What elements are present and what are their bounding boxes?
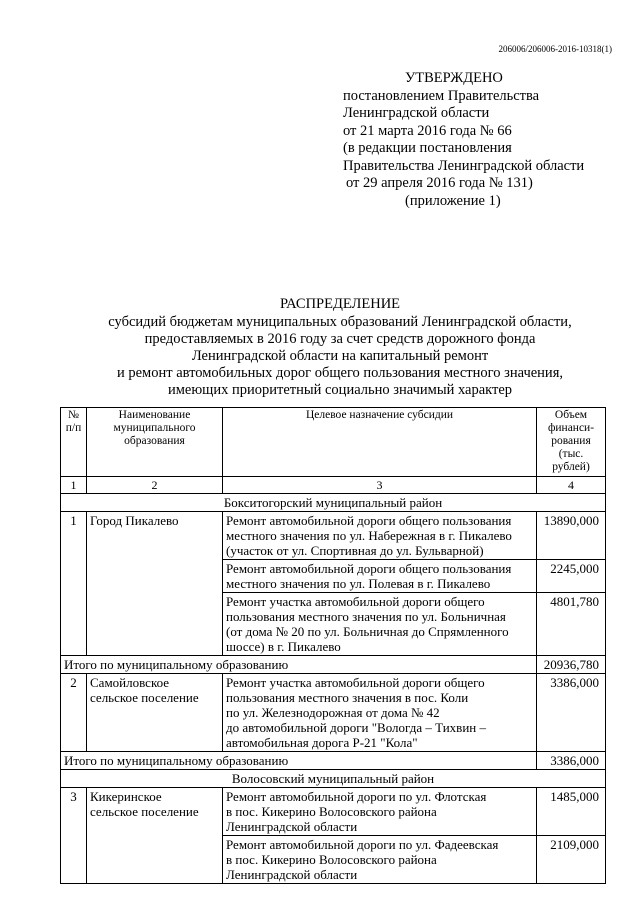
subsidy-purpose: Ремонт автомобильной дороги общего пользования местного значения по ул. Полевая в г. Пикалево: [223, 560, 537, 593]
heading-line: имеющих приоритетный социально значимый характер: [167, 382, 513, 398]
table-row: [61, 788, 606, 836]
approval-line: от 29 апреля 2016 года № 131): [346, 175, 533, 191]
total-amount: 20936,780: [537, 656, 606, 674]
total-row: [61, 752, 606, 770]
approval-line: (приложение 1): [405, 192, 501, 209]
approval-line: Ленинградской области: [343, 105, 490, 121]
subsidy-purpose: Ремонт автомобильной дороги общего пользования местного значения по ул. Набережная в г. Пикалево (участок от ул. Спортивная до ул. Бульварной): [223, 512, 537, 560]
heading-title: РАСПРЕДЕЛЕНИЕ: [279, 296, 401, 312]
row-number: 2: [61, 674, 87, 752]
column-number: 3: [223, 477, 537, 494]
region-row: [61, 770, 606, 788]
header-name: Наименование муниципального образования: [87, 408, 223, 477]
table-header-row: [61, 408, 606, 477]
approval-line: Правительства Ленинградской области: [343, 157, 585, 174]
subsidy-amount: 1485,000: [537, 788, 606, 836]
municipality-name: Город Пикалево: [87, 512, 223, 656]
header-purpose: Целевое назначение субсидии: [223, 408, 537, 477]
document-id: 206006/206006-2016-10318(1): [498, 44, 612, 54]
subsidy-purpose: Ремонт автомобильной дороги по ул. Флотская в пос. Кикерино Волосовского района Ленинградской области: [223, 788, 537, 836]
heading-line: субсидий бюджетам муниципальных образований Ленинградской области,: [108, 314, 572, 330]
row-number: 1: [61, 512, 87, 656]
subsidy-amount: 13890,000: [537, 512, 606, 560]
subsidy-table: [60, 407, 606, 884]
table-row: [61, 512, 606, 560]
region-name: Бокситогорский муниципальный район: [61, 494, 606, 512]
column-number-row: [61, 477, 606, 494]
row-number: 3: [61, 788, 87, 884]
approval-line: постановлением Правительства: [343, 87, 540, 104]
column-number: 2: [87, 477, 223, 494]
municipality-name: Самойловское сельское поселение: [87, 674, 223, 752]
total-label: Итого по муниципальному образованию: [61, 752, 537, 770]
subsidy-amount: 4801,780: [537, 593, 606, 656]
heading-line: и ремонт автомобильных дорог общего пользования местного значения,: [116, 365, 563, 381]
region-name: Волосовский муниципальный район: [61, 770, 606, 788]
region-row: [61, 494, 606, 512]
subsidy-amount: 3386,000: [537, 674, 606, 752]
approval-line: от 21 марта 2016 года № 66: [343, 122, 512, 139]
column-number: 1: [61, 477, 87, 494]
heading-line: Ленинградской области на капитальный ремонт: [191, 348, 489, 364]
subsidy-amount: 2109,000: [537, 836, 606, 884]
subsidy-purpose: Ремонт участка автомобильной дороги общего пользования местного значения по ул. Больничная (от дома № 20 по ул. Больничная до Спрямленного шоссе) в г. Пикалево: [223, 593, 537, 656]
total-amount: 3386,000: [537, 752, 606, 770]
column-number: 4: [537, 477, 606, 494]
heading-line: предоставляемых в 2016 году за счет средств дорожного фонда: [144, 331, 536, 347]
total-label: Итого по муниципальному образованию: [61, 656, 537, 674]
municipality-name: Кикеринское сельское поселение: [87, 788, 223, 884]
subsidy-amount: 2245,000: [537, 560, 606, 593]
header-num: № п/п: [61, 408, 87, 477]
subsidy-purpose: Ремонт участка автомобильной дороги общего пользования местного значения в пос. Коли по ул. Железнодорожная от дома № 42 до автомобильной дороги "Вологда – Тихвин – автомобильная дорога Р-21 "Кола": [223, 674, 537, 752]
header-volume: Объем финанси- рования (тыс. рублей): [537, 408, 606, 477]
approval-title: УТВЕРЖДЕНО: [405, 70, 503, 86]
total-row: [61, 656, 606, 674]
approval-stamp: [343, 70, 623, 210]
subsidy-purpose: Ремонт автомобильной дороги по ул. Фадеевская в пос. Кикерино Волосовского района Ленинградской области: [223, 836, 537, 884]
document-heading: [40, 296, 640, 399]
table-row: [61, 674, 606, 752]
approval-line: (в редакции постановления: [343, 140, 512, 156]
